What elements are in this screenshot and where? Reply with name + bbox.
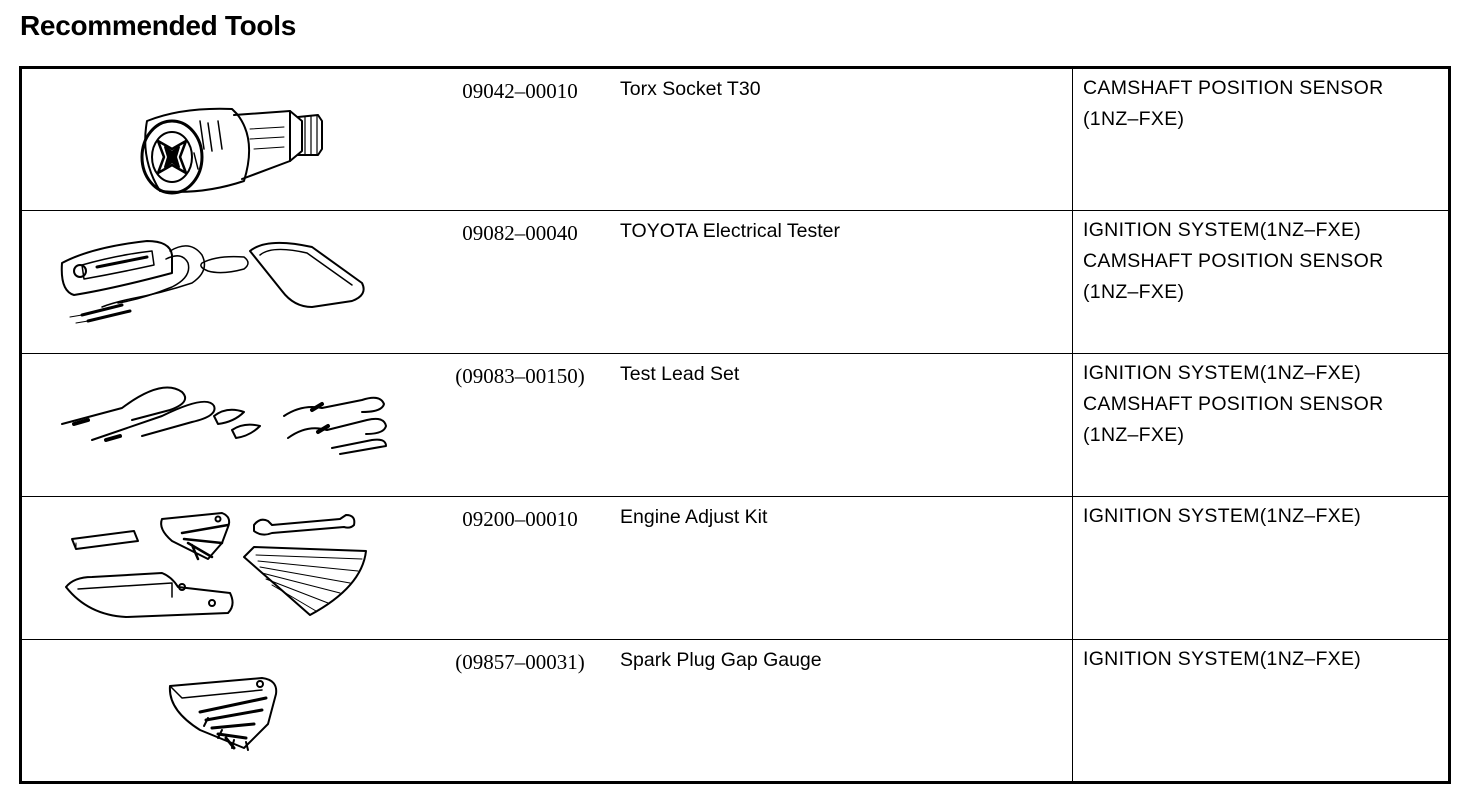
engine-adjust-kit-icon (22, 497, 422, 639)
electrical-tester-icon (22, 211, 422, 353)
usage-line: IGNITION SYSTEM(1NZ–FXE) (1083, 648, 1362, 670)
tool-usage (1073, 354, 1450, 497)
tool-illustration-cell (21, 497, 423, 640)
part-number: (09083–00150) (422, 354, 618, 497)
tool-illustration-cell (21, 68, 423, 211)
torx-socket-icon (22, 69, 422, 211)
part-number: (09857–00031) (422, 640, 618, 783)
usage-line: IGNITION SYSTEM(1NZ–FXE) (1083, 362, 1362, 384)
tool-usage (1073, 68, 1450, 211)
recommended-tools-table (19, 66, 1451, 784)
tool-name: Spark Plug Gap Gauge (618, 640, 1073, 783)
tool-usage (1073, 497, 1450, 640)
tool-name: Engine Adjust Kit (618, 497, 1073, 640)
tool-name: Torx Socket T30 (620, 78, 761, 100)
tool-usage (1073, 211, 1450, 354)
part-number: 09200–00010 (422, 497, 618, 640)
tool-illustration-cell (21, 354, 423, 497)
table-row (21, 211, 1450, 354)
usage-line: IGNITION SYSTEM(1NZ–FXE) (1083, 505, 1362, 527)
tool-name: Test Lead Set (618, 354, 1073, 497)
tool-usage (1073, 640, 1450, 783)
part-number: 09042–00010 (462, 79, 578, 103)
test-lead-set-icon (22, 354, 422, 496)
usage-line: (1NZ–FXE) (1083, 108, 1185, 130)
usage-line: IGNITION SYSTEM(1NZ–FXE) (1083, 219, 1362, 241)
tool-illustration-cell (21, 211, 423, 354)
tool-illustration-cell (21, 640, 423, 783)
usage-line: (1NZ–FXE) (1083, 424, 1185, 446)
table-row (21, 68, 1450, 211)
usage-line: CAMSHAFT POSITION SENSOR (1083, 250, 1384, 272)
table-row (21, 354, 1450, 497)
table-row (21, 640, 1450, 783)
usage-line: CAMSHAFT POSITION SENSOR (1083, 393, 1384, 415)
page-title: Recommended Tools (20, 10, 296, 41)
usage-line: (1NZ–FXE) (1083, 281, 1185, 303)
spark-plug-gap-gauge-icon (22, 640, 422, 782)
tool-name: TOYOTA Electrical Tester (618, 211, 1073, 354)
usage-line: CAMSHAFT POSITION SENSOR (1083, 77, 1384, 99)
table-row (21, 497, 1450, 640)
part-number: 09082–00040 (422, 211, 618, 354)
